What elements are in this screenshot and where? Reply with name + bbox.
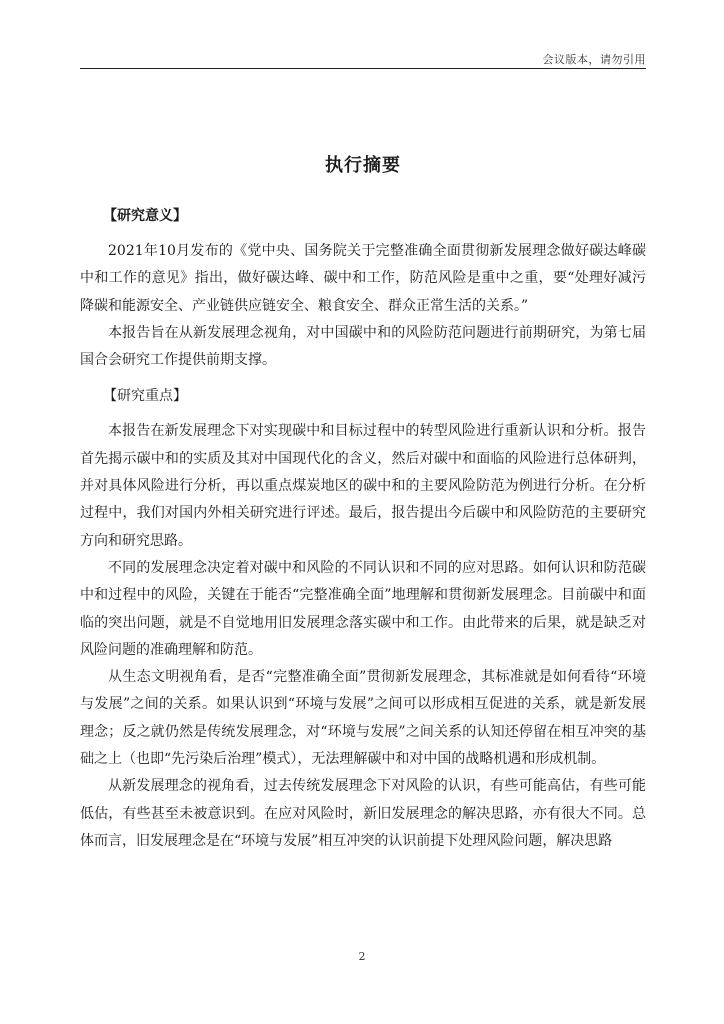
page-number: 2	[358, 950, 366, 963]
paragraph: 不同的发展理念决定着对碳中和风险的不同认识和不同的应对思路。如何认识和防范碳中和过程中的风险，关键在于能否“完整准确全面”地理解和贯彻新发展理念。目前碳中和面临的突出问题，就是不自觉地用旧发展理念落实碳中和工作。由此带来的后果，就是缺乏对风险问题的准确理解和防范。	[80, 559, 646, 658]
page-title: 执行摘要	[325, 155, 401, 176]
document-body	[80, 152, 646, 855]
paragraph: 本报告在新发展理念下对实现碳中和目标过程中的转型风险进行重新认识和分析。报告首先揭示碳中和的实质及其对中国现代化的含义，然后对碳中和面临的风险进行总体研判，并对具体风险进行分析，再以重点煤炭地区的碳中和的主要风险防范为例进行分析。在分析过程中，我们对国内外相关研究进行评述。最后，报告提出今后碳中和风险防范的主要研究方向和研究思路。	[80, 423, 646, 549]
header-divider	[80, 68, 646, 69]
section-spacer	[80, 374, 646, 384]
paragraph: 从新发展理念的视角看，过去传统发展理念下对风险的认识，有些可能高估，有些可能低估，有些甚至未被意识到。在应对风险时，新旧发展理念的解决思路，亦有很大不同。总体而言，旧发展理念是在“环境与发展”相互冲突的认识前提下处理风险问题，解决思路	[80, 778, 646, 849]
section-heading-significance: 【研究意义】	[103, 208, 187, 224]
section-heading-focus: 【研究重点】	[103, 388, 187, 405]
paragraph: 本报告旨在从新发展理念视角，对中国碳中和的风险防范问题进行前期研究，为第七届国合会研究工作提供前期支撑。	[80, 324, 646, 369]
paragraph: 2021年10月发布的《党中央、国务院关于完整准确全面贯彻新发展理念做好碳达峰碳中和工作的意见》指出，做好碳达峰、碳中和工作，防范风险是重中之重，要“处理好减污降碳和能源安全、产业链供应链安全、粮食安全、群众正常生活的关系。”	[80, 243, 646, 314]
header-note: 会议版本，请勿引用	[542, 53, 646, 66]
section-research-focus	[80, 384, 646, 855]
section-research-significance	[80, 204, 646, 374]
paragraph: 从生态文明视角看，是否“完整准确全面”贯彻新发展理念，其标准就是如何看待“环境与发展”之间的关系。如果认识到“环境与发展”之间可以形成相互促进的关系，就是新发展理念；反之就仍然是传统发展理念，对“环境与发展”之间关系的认知还停留在相互冲突的基础之上（也即“先污染后治理”模式），无法理解碳中和对中国的战略机遇和形成机制。	[80, 669, 646, 768]
